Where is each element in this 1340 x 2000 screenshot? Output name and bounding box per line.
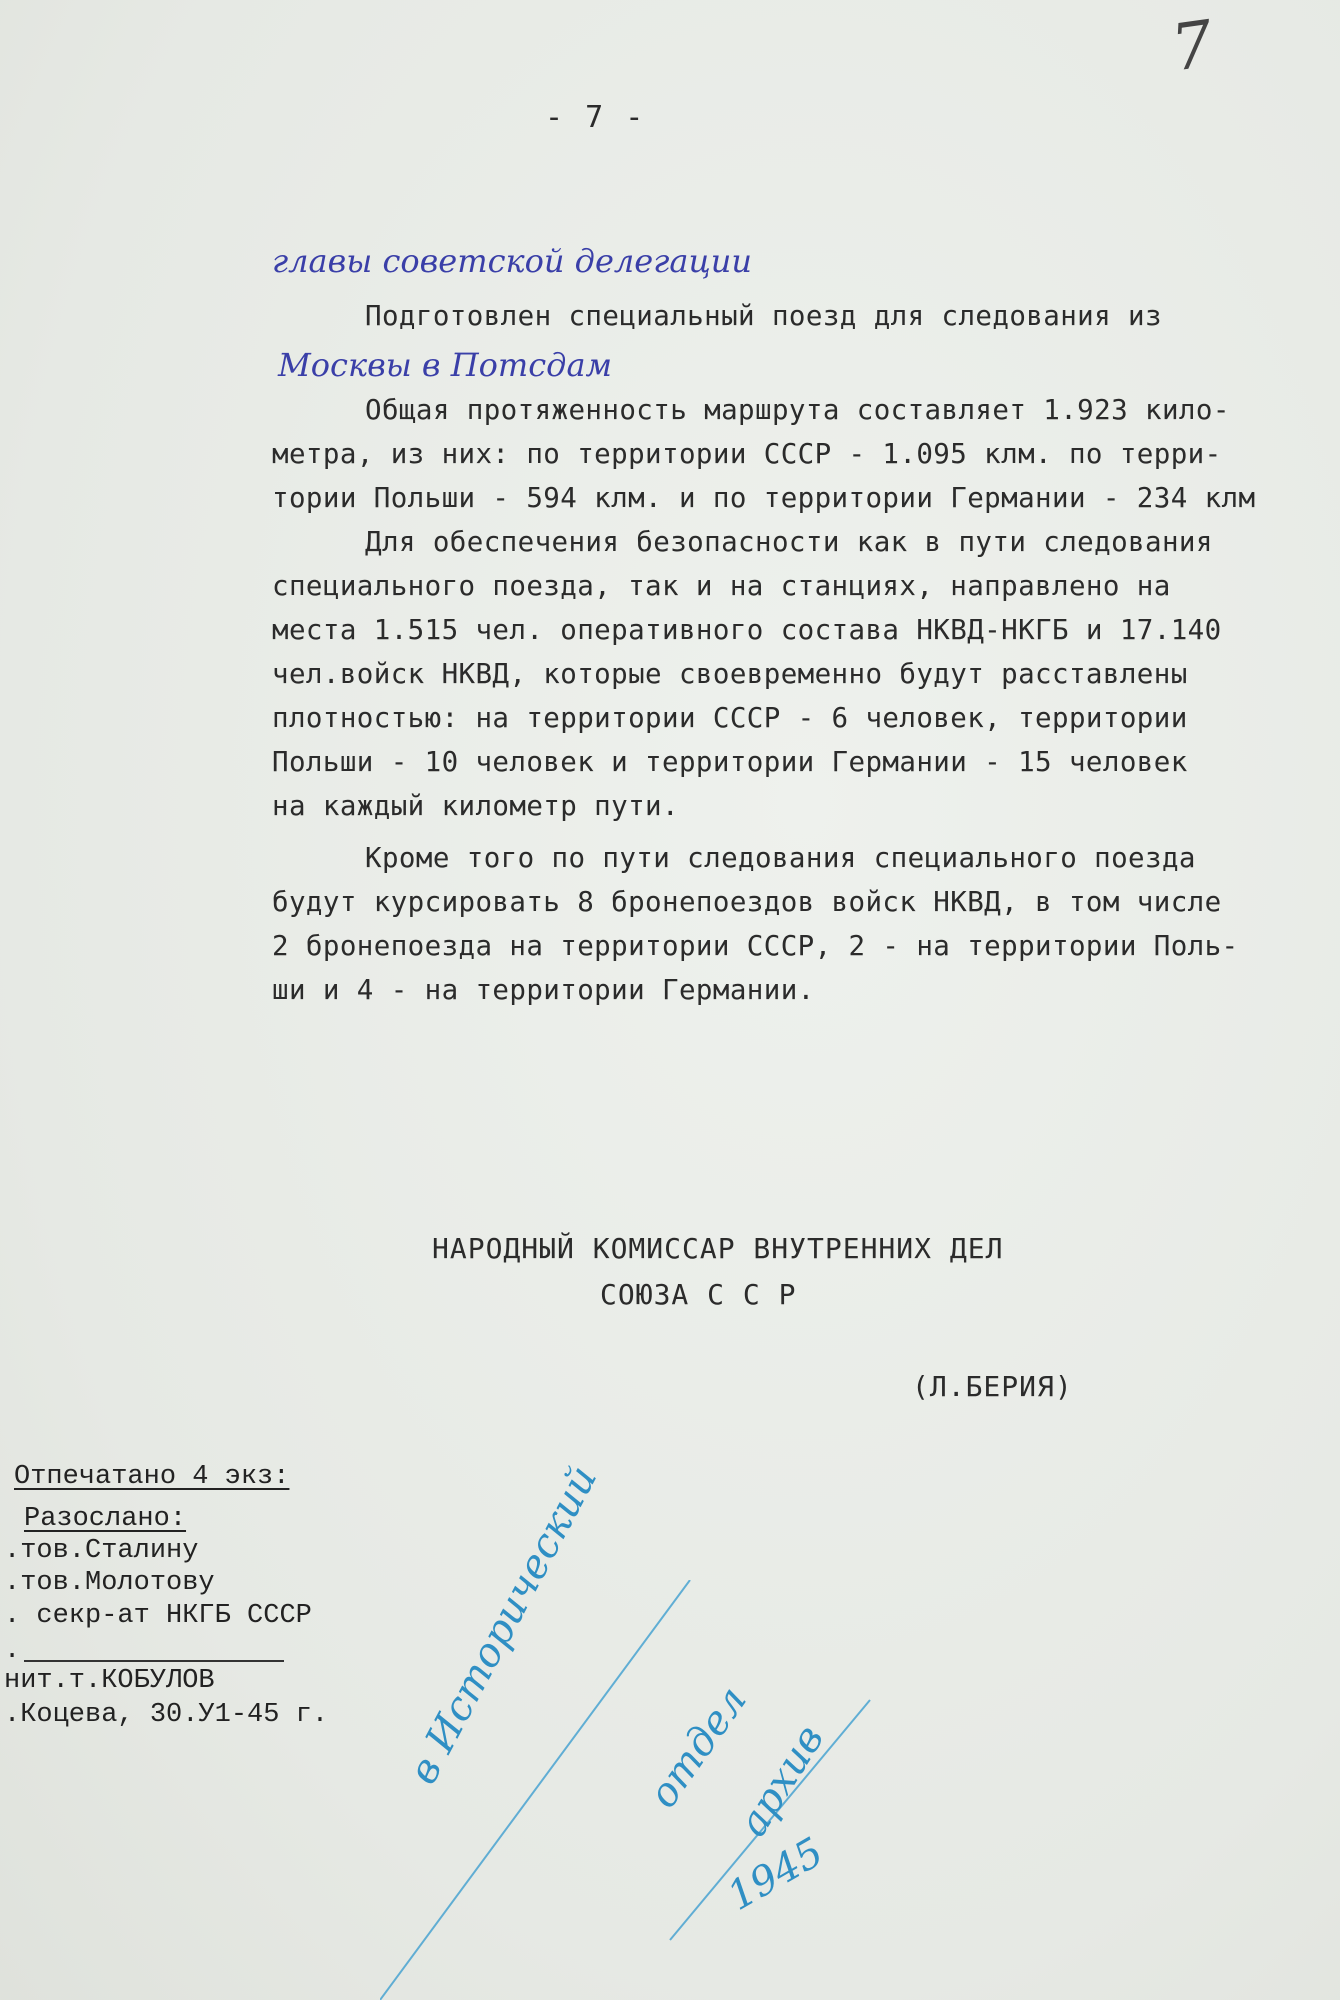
distribution-heading: Разослано: [24, 1504, 187, 1534]
body-line: чел.войск НКВД, которые своевременно будут расставлены [272, 658, 1188, 690]
recipient: . [4, 1636, 21, 1666]
body-line: метра, из них: по территории СССР - 1.095 клм. по терри- [272, 438, 1222, 470]
body-line: Общая протяженность маршрута составляет 1.923 кило- [365, 394, 1230, 426]
body-line: специального поезда, так и на станциях, направлено на [272, 570, 1171, 602]
printed-copies: Отпечатано 4 экз: [14, 1462, 290, 1492]
blue-annotation: 1945 [720, 1829, 832, 1920]
recipient: . секр-ат НКГБ СССР [4, 1601, 312, 1631]
typist-date: .Коцева, 30.У1-45 г. [4, 1700, 329, 1730]
body-line: 2 бронепоезда на территории СССР, 2 - на территории Поль- [272, 930, 1239, 962]
signature-title: СОЮЗА С С Р [600, 1278, 797, 1311]
divider [24, 1660, 284, 1662]
signature-name: (Л.БЕРИЯ) [912, 1370, 1073, 1403]
body-line: ши и 4 - на территории Германии. [272, 974, 815, 1006]
recipient: .тов.Сталину [4, 1536, 199, 1566]
body-line: места 1.515 чел. оперативного состава НКВД-НКГБ и 17.140 [272, 614, 1222, 646]
body-line: будут курсировать 8 бронепоездов войск НКВД, в том числе [272, 886, 1222, 918]
body-line: тории Польши - 594 клм. и по территории Германии - 234 клм [272, 482, 1256, 514]
body-line: Польши - 10 человек и территории Германии - 15 человек [272, 746, 1188, 778]
blue-annotation: в Исторический [400, 1458, 607, 1792]
body-line: плотностью: на территории СССР - 6 человек, территории [272, 702, 1188, 734]
executor: нит.т.КОБУЛОВ [4, 1666, 215, 1696]
signature-title: НАРОДНЫЙ КОМИССАР ВНУТРЕННИХ ДЕЛ [432, 1232, 1004, 1265]
blue-annotation: отдел [640, 1678, 756, 1817]
handwritten-insert-1: главы советской делегации [272, 242, 752, 280]
page-number: - 7 - [545, 100, 646, 135]
body-line: на каждый километр пути. [272, 790, 679, 822]
body-line: Подготовлен специальный поезд для следования из [365, 300, 1162, 332]
body-line: Для обеспечения безопасности как в пути следования [365, 526, 1213, 558]
handwritten-insert-2: Москвы в Потсдам [278, 346, 613, 384]
blue-annotation: архив [730, 1717, 834, 1845]
folio-number: 7 [1167, 7, 1218, 87]
recipient: .тов.Молотову [4, 1568, 215, 1598]
body-line: Кроме того по пути следования специального поезда [365, 842, 1196, 874]
